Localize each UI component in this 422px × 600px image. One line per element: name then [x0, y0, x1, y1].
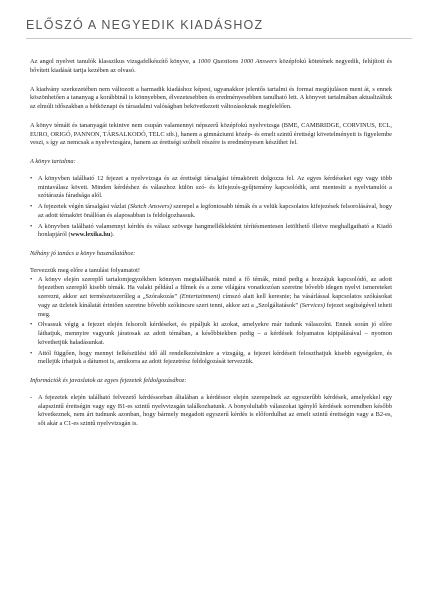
list-item-text: A könyv elején szereplő tartalomjegyzékben könnyen megtalálhatók mind a fő témák, mind pedig a hozzájuk kapcsolódó, az adott fejezetben szereplő kisebb témák. Ha valaki például a filmek és a zene világára vonatkozóan szeretne bővebb idegen nyelvi ismereteket szerezni, akkor azt természetszerűleg a „Szórakozás” [38, 275, 392, 300]
list-item-term: (Sketch Answers) [127, 203, 172, 210]
page-title: ELŐSZÓ A NEGYEDIK KIADÁSHOZ [26, 18, 264, 32]
list-item [30, 394, 392, 429]
tips-heading: Néhány jó tanács a könyv használatához: [30, 250, 136, 257]
list-item [30, 223, 392, 241]
list-item-term: (Services) [299, 301, 326, 309]
contents-list [30, 175, 392, 240]
list-item-text: A fejezetek elején található felvezető kérdéssorban általában a kérdéssor elején szerepelnek az egyszerűbb kérdések, amelyekkel egy alapszintű érettségin vagy egy B1-es szintű nyelvvizsgán találkozhatunk. A bonyolultabb válaszokat igénylő kérdések sorrendben később következnek, nem árt tudnunk azonban, hogy bármely megadott egyszerű kérdés is előfordulhat az emelt szintű érettségin vagy a B2-es, sőt akár a C1-es szintű nyelvvizsgán is. [38, 393, 392, 427]
list-item-text: Attól függően, hogy mennyi felkészülési idő áll rendelkezésünkre a vizsgáig, a fejezet kérdéseit feloszthatjuk kisebb egységekre, és mellejük írhatjuk a dátumot is, amikorra az adott fejezetrész feldolgozását tervezzük. [38, 349, 392, 366]
tips-intro: Tervezzük meg előre a tanulási folyamatot! [30, 266, 140, 274]
contents-heading: A könyv tartalma: [30, 158, 76, 165]
list-item-term: (Entertainment) [179, 293, 221, 300]
list-item-text: A könyvben található 12 fejezet a nyelvvizsga és az érettségi társalgási témaköreit dolgozza fel. Az egyes kérdéseket egy vagy több mintaválasz követi. Minden kérdéshez és válaszhoz külön szó- és kifejezés-gyűjtemény kapcsolódik, ami mentesíti a nyelvtanulót a szótárazás fáradsága alól. [38, 174, 392, 200]
list-item-text: címszó alatt kell keresnie; ha vásárlással kapcsolatos szókásokat vagy az üzletek kínálatát érintően szeretne bővebb szókincsre szert tenni, akkor azt a „Szolgáltatások” [38, 293, 392, 309]
list-item-text: A fejezetek végén társalgási vázlat [38, 203, 128, 210]
list-item-text: A könyvben található valamennyi kérdés és válasz szövege hangmelléklektént térítésmentesen letölthető illetve meghallgatható a Kiadó honlapjáról ( [38, 222, 392, 239]
intro-text-end: középfokú kötetének negyedik, felújított és bővített kiadását tartja kezében az olvasó. [30, 58, 392, 74]
intro-paragraph [30, 58, 392, 76]
list-item-text: szerepel a legfontosabb témák és a velük kapcsolatos kifejezések felsorolásával, hogy az adott témakört önállóan és alaposabban is feldolgozhassuk. [38, 203, 393, 219]
list-item [30, 350, 392, 368]
structure-paragraph: A kiadvány szerkezetében nem változott a harmadik kiadáshoz képest, ugyanakkor jelentős tartalmi és formai megújuláson ment át, s ennek köszönhetően a tananyag a korábbinál is könnyebben, élvezetesebben és eredményesebben tanulható lett. A könyvet tartalmában aktualizáltuk az elmúlt időszakban a hétköznapi és társadalmi valóságban bekövetkezett változásoknak megfelelően. [30, 85, 392, 110]
list-item-text: fejezet segítségével teheti meg. [38, 301, 392, 318]
info-heading: Információk és javaslatok az egyes fejezetek feldolgozásához: [30, 377, 187, 384]
list-item [30, 175, 392, 201]
list-item [30, 276, 392, 320]
list-item-text: ). [110, 231, 115, 239]
list-item [30, 203, 392, 221]
book-title: 1000 Questions 1000 Answers [197, 58, 277, 65]
list-item [30, 321, 392, 347]
website-link[interactable]: www.lexika.hu [70, 231, 111, 239]
title-divider [26, 38, 412, 39]
info-list [30, 394, 392, 429]
intro-text: Az angol nyelvet tanulók klasszikus vizsgafelkészítő könyve, a [30, 58, 198, 65]
body-text [30, 58, 392, 429]
list-item-text: Olvassuk végig a fejezet elején felsorolt kérdéseket, és pipáljuk ki azokat, amelyekre már tudunk válaszolni. Ennek során jó előre láthatjuk, mennyire vagyunk járatosak az adott témában, a későbbiekben pedig – a kérdések folyamatos kipipálásával – nyomon követhetjük haladásunkat. [38, 321, 392, 346]
tips-list [30, 276, 392, 368]
exams-paragraph: A könyv témáit és tananyagát tekintve nem csupán valamennyi népszerű középfokú nyelvvizsga (BME, CAMBRIDGE, CORVINUS, ECL, EURO, ORIGÓ, PANNON, TÁRSALKODÓ, TELC stb.), hanem a gimnáziumi közép- és emelt szintű érettségi követelményeit is figyelembe veszi, s így az nemcsak a nyelvvizsgára, hanem az érettségi szóbeli részére is eredményesen készíthet fel. [30, 121, 392, 147]
